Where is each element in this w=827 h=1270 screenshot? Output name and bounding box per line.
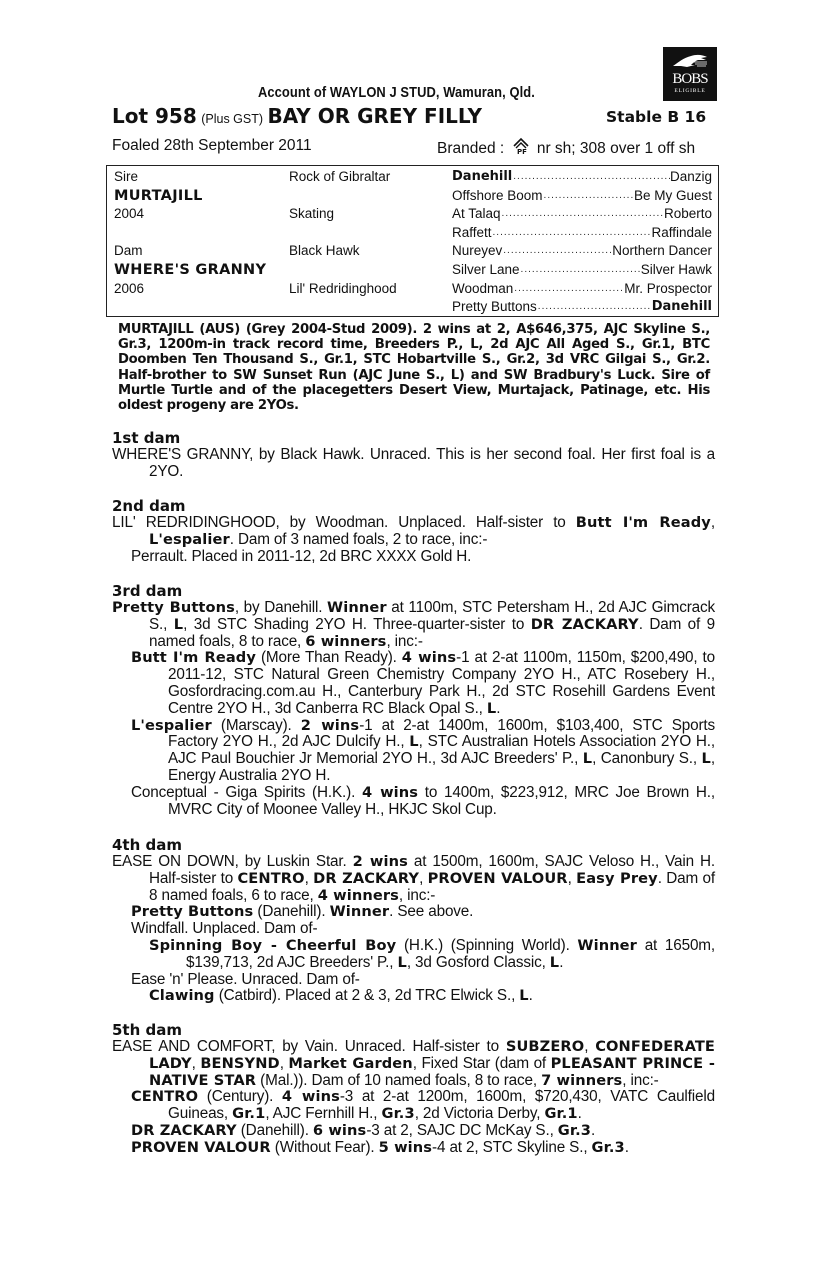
bold-text: Market Garden (288, 1054, 413, 1072)
progeny-entry (112, 549, 715, 566)
pedigree-grandparent: Black Hawk (289, 243, 360, 259)
text: . Dam of 3 named foals, 2 to race, inc:- (229, 530, 488, 548)
text: . (577, 1105, 582, 1123)
bold-text: 5 wins (378, 1138, 433, 1156)
progeny-entry (112, 938, 715, 972)
dam-heading: 3rd dam (112, 582, 183, 600)
bold-text: Butt I'm Ready (575, 514, 711, 531)
bold-text: Gr.1 (232, 1105, 266, 1123)
pedigree-ancestor-sire: Danzig (669, 169, 712, 184)
bold-text: DR ZACKARY (131, 1121, 237, 1139)
bold-text: 4 winners (317, 886, 399, 904)
progeny-entry (112, 1123, 715, 1140)
progeny-entry (112, 1140, 715, 1157)
pedigree-ancestor-name: Danehill (452, 169, 513, 184)
bold-text: CENTRO (131, 1088, 199, 1106)
bold-text: PROVEN VALOUR (131, 1138, 271, 1156)
text: . (559, 953, 564, 971)
text: (Mal.)). Dam of 10 named foals, 8 to race, (256, 1071, 542, 1089)
pedigree-grandparent: Skating (289, 206, 335, 222)
pedigree-ancestor-sire: Be My Guest (633, 187, 712, 203)
bold-text: BENSYND (200, 1054, 280, 1072)
branded-info (437, 137, 695, 160)
text: , (567, 869, 577, 887)
bold-text: L (549, 953, 560, 971)
pedigree-ancestor-sire: Danehill (651, 299, 712, 315)
sire-summary: MURTAJILL (AUS) (Grey 2004-Stud 2009). 2 wins at 2, A$646,375, AJC Skyline S., Gr.3, 1200m-in track record time, Breeders P., L, 2d AJC All Aged S., Gr.1, BTC Doomben Ten Thousand S., Gr.1, STC Hobartville S., Gr.2, 3d VRC Gilgai S., Gr.2. Half-brother to SW Sunset Run (AJC June S., L) and SW Bradbury's Luck. Sire of Murtle Turtle and of the placegetters Desert View, Murtajack, Patinage, etc. His oldest progeny are 2YOs. (118, 322, 710, 414)
text: . See above. (389, 903, 474, 921)
text: Perrault. Placed in 2011-12, 2d BRC XXXX Gold H. (131, 547, 472, 565)
text: , (419, 869, 428, 887)
bold-text: 4 wins (401, 649, 457, 667)
text: . Dam of 8 named foals, 6 to race, (149, 869, 716, 904)
branded-label: Branded : (437, 140, 505, 157)
text: (H.K.) (Spinning World). (396, 936, 578, 954)
bold-text: 2 wins (300, 716, 360, 734)
progeny-entry (112, 718, 715, 785)
text: , (584, 1038, 596, 1055)
bold-text: Gr.1 (544, 1105, 578, 1123)
pedigree-label: Dam (114, 243, 143, 259)
bold-text: L (486, 699, 497, 717)
leader-dots (501, 205, 664, 223)
pedigree-great-grandparent-row (452, 261, 712, 279)
text: -4 at 2, STC Skyline S., (432, 1138, 592, 1156)
pedigree-ancestor-sire: Mr. Prospector (624, 280, 712, 296)
text: . (528, 987, 533, 1005)
text: . (624, 1138, 629, 1156)
bold-text: 6 wins (312, 1121, 367, 1139)
dam-heading: 1st dam (112, 429, 181, 447)
text: Conceptual - Giga Spirits (H.K.). (131, 783, 362, 801)
text: , (710, 514, 715, 531)
bold-text: Gr.3 (591, 1138, 625, 1156)
bold-text: L'espalier (131, 716, 212, 734)
bold-text: DR ZACKARY (530, 615, 639, 633)
pedigree-horse-name: WHERE'S GRANNY (114, 262, 267, 278)
text: , inc:- (386, 632, 423, 650)
pedigree-label: 2004 (114, 206, 145, 222)
text: , 2d Victoria Derby, (414, 1105, 545, 1123)
bold-text: Winner (329, 903, 390, 921)
dam-section-1 (112, 430, 715, 481)
bold-text: 7 winners (541, 1071, 623, 1089)
text: (Century). (198, 1088, 282, 1106)
text: . Dam of 9 named foals, 8 to race, (149, 615, 715, 650)
text: at 1650m, $139,713, 2d AJC Breeders' P., (186, 936, 715, 971)
leader-dots (513, 280, 624, 298)
text: Windfall. Unplaced. Dam of- (131, 920, 318, 938)
bold-text: Gr.3 (381, 1105, 415, 1123)
leader-dots (537, 298, 652, 316)
dam-description (112, 854, 715, 904)
bold-text: L (701, 750, 711, 768)
pedigree-ancestor-sire: Raffindale (651, 224, 712, 240)
dam-description (112, 447, 715, 481)
bold-text: 2 wins (352, 853, 408, 870)
pedigree-ancestor-sire: Silver Hawk (640, 262, 712, 277)
bold-text: Butt I'm Ready (131, 649, 256, 667)
pedigree-great-grandparent-row (452, 298, 712, 316)
pedigree-great-grandparent-row (452, 242, 712, 260)
text: , (304, 869, 314, 887)
dam-section-4 (112, 837, 715, 1005)
text: , 3d STC Shading 2YO H. Three-quarter-sister to (183, 615, 531, 633)
dam-description (112, 600, 715, 650)
bold-text: Clawing (149, 987, 215, 1005)
dam-description (112, 515, 715, 549)
dam-heading: 2nd dam (112, 497, 186, 515)
bold-text: Easy Prey (576, 869, 658, 887)
pedigree-ancestor-name: Nureyev (452, 243, 503, 259)
text: (Marscay). (211, 716, 301, 734)
bold-text: L (519, 987, 529, 1005)
pedigree-ancestor-name: At Talaq (452, 206, 501, 222)
text: , (191, 1054, 201, 1072)
lot-title (112, 104, 482, 128)
bold-text: L (397, 953, 407, 971)
leader-dots (543, 187, 634, 205)
bold-text: DR ZACKARY (313, 869, 420, 887)
progeny-entry (112, 904, 715, 921)
text: , inc:- (398, 886, 436, 904)
lot-number: Lot 958 (112, 104, 197, 128)
text: (Without Fear). (270, 1138, 379, 1156)
text: to 1400m, $223,912, MRC Joe Brown H., MVRC City of Moonee Valley H., HKJC Skol Cup. (168, 783, 715, 818)
bold-text: L (173, 615, 184, 633)
pedigree-great-grandparent-row (452, 205, 712, 223)
leader-dots (512, 168, 670, 186)
text: EASE ON DOWN, by Luskin Star. (112, 853, 353, 870)
text: , STC Australian Hotels Association 2YO H., AJC Paul Bouchier Jr Memorial 2YO H., 3d AJC Breeders' P., (168, 733, 716, 768)
pedigree-ancestor-name: Raffett (452, 224, 492, 240)
bold-text: Pretty Buttons (131, 903, 254, 921)
progeny-entry (112, 1089, 715, 1123)
consignor-line: Account of WAYLON J STUD, Wamuran, Qld. (258, 84, 535, 101)
branded-value: nr sh; 308 over 1 off sh (536, 140, 696, 157)
text: , (279, 1054, 289, 1072)
bold-text: 4 wins (281, 1088, 340, 1106)
svg-text:PF: PF (516, 148, 527, 155)
pedigree-table (106, 165, 719, 317)
stable-number: Stable B 16 (606, 108, 707, 126)
text: , Canonbury S., (592, 750, 702, 768)
text: , 3d Gosford Classic, (406, 953, 550, 971)
text: (Catbird). Placed at 2 & 3, 2d TRC Elwick S., (214, 987, 520, 1005)
text: -1 at 2-at 1400m, 1600m, $103,400, STC Sports Factory 2YO H., 2d AJC Dulcify H., (168, 716, 716, 751)
bold-text: Spinning Boy - Cheerful Boy (149, 936, 397, 954)
pedigree-ancestor-name: Woodman (452, 280, 514, 296)
text: -1 at 2-at 1100m, 1150m, $200,490, to 2011-12, STC Natural Green Chemistry Company 2YO H., ATC Rosebery H., Gosfordracing.com.au H., Canterbury Park H., 2d STC Rosehill Gardens Event Centre 2YO H., 3d Canberra RC Black Opal S., (168, 649, 716, 717)
bold-text: PLEASANT PRINCE - NATIVE STAR (149, 1054, 715, 1089)
dam-heading: 4th dam (112, 836, 182, 854)
logo-title: BOBS (672, 71, 708, 87)
leader-dots (520, 261, 641, 279)
pedigree-label: 2006 (114, 280, 145, 296)
pedigree-great-grandparent-row (452, 168, 712, 186)
pedigree-ancestor-name: Silver Lane (452, 262, 520, 277)
text: -3 at 2, SAJC DC McKay S., (366, 1121, 558, 1139)
progeny-entry (112, 921, 715, 938)
text: WHERE'S GRANNY, by Black Hawk. Unraced. This is her second foal. Her first foal is a 2YO. (112, 446, 715, 480)
bold-text: Pretty Buttons (112, 599, 235, 616)
bold-text: Gr.3 (557, 1121, 591, 1139)
horse-head-icon (671, 52, 709, 70)
leader-dots (502, 242, 612, 260)
pedigree-grandparent: Rock of Gibraltar (289, 169, 391, 184)
text: (More Than Ready). (255, 649, 402, 667)
pedigree-ancestor-sire: Roberto (663, 206, 712, 222)
logo-subtitle: ELIGIBLE (674, 88, 706, 94)
pedigree-horse-name: MURTAJILL (114, 187, 203, 204)
text: LIL' REDRIDINGHOOD, by Woodman. Unplaced. Half-sister to (112, 514, 576, 531)
text: EASE AND COMFORT, by Vain. Unraced. Half-sister to (112, 1038, 506, 1055)
text: , AJC Fernhill H., (265, 1105, 382, 1123)
dam-section-5 (112, 1022, 715, 1157)
bold-text: SUBZERO (505, 1038, 585, 1055)
progeny-entry (112, 650, 715, 717)
pedigree-ancestor-name: Offshore Boom (452, 187, 543, 203)
bold-text: CONFEDERATE LADY (149, 1038, 715, 1072)
pedigree-great-grandparent-row (452, 224, 712, 242)
bold-text: 6 winners (305, 632, 387, 650)
progeny-entry (112, 785, 715, 819)
bold-text: Winner (327, 599, 387, 616)
text: (Danehill). (236, 1121, 313, 1139)
gst-note: (Plus GST) (201, 112, 264, 126)
foaled-date: Foaled 28th September 2011 (112, 137, 312, 154)
dam-section-3 (112, 583, 715, 818)
text: (Danehill). (253, 903, 330, 921)
bold-text: Winner (577, 936, 637, 954)
brand-mark-icon (511, 137, 531, 160)
text: -3 at 2-at 1200m, 1600m, $720,430, VATC Caulfield Guineas, (168, 1088, 715, 1123)
bold-text: L (409, 733, 419, 751)
leader-dots (492, 224, 652, 242)
bold-text: L'espalier (149, 530, 230, 548)
pedigree-label: Sire (114, 169, 139, 184)
lot-description: BAY OR GREY FILLY (267, 104, 482, 128)
dam-section-2 (112, 498, 715, 565)
bold-text: L (582, 750, 593, 768)
progeny-entry (112, 972, 715, 989)
text: at 1500m, 1600m, SAJC Veloso H., Vain H. Half-sister to (149, 853, 715, 887)
bobs-eligible-logo (663, 47, 717, 101)
pedigree-ancestor-sire: Northern Dancer (612, 243, 712, 259)
pedigree-great-grandparent-row (452, 187, 712, 205)
text: at 1100m, STC Petersham H., 2d AJC Gimcrack S., (149, 599, 716, 633)
text: , Fixed Star (dam of (412, 1054, 551, 1072)
progeny-entry (112, 988, 715, 1005)
pedigree-great-grandparent-row (452, 280, 712, 298)
pedigree-ancestor-name: Pretty Buttons (452, 299, 537, 315)
text: . (590, 1121, 596, 1139)
pedigree-grandparent: Lil' Redridinghood (289, 280, 397, 296)
dam-description (112, 1039, 715, 1089)
dam-heading: 5th dam (112, 1021, 182, 1039)
bold-text: CENTRO (237, 869, 305, 887)
text: , by Danehill. (234, 599, 328, 616)
text: , Energy Australia 2YO H. (168, 750, 716, 784)
text: , inc:- (622, 1071, 659, 1089)
text: Ease 'n' Please. Unraced. Dam of- (131, 970, 360, 988)
bold-text: 4 wins (361, 783, 419, 801)
text: . (496, 699, 501, 717)
bold-text: PROVEN VALOUR (427, 869, 568, 887)
